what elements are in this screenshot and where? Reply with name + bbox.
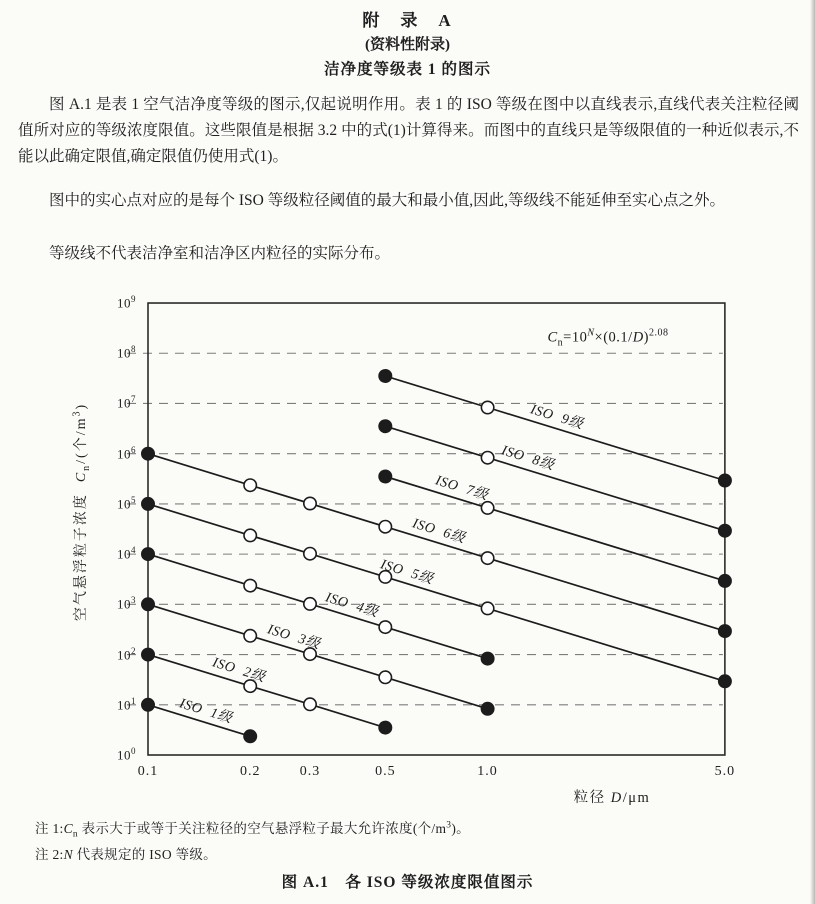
iso-4-label: ISO 4级 — [323, 590, 381, 621]
iso-1-label: ISO 1级 — [177, 695, 234, 727]
iso-2-label: ISO 2级 — [210, 655, 267, 686]
note-1-suffix: )。 — [451, 821, 470, 836]
formula-eq: =10 — [563, 329, 588, 346]
y-tick-10e2: $10^2$ — [117, 645, 136, 662]
y-tick-10e9: $10^9$ — [117, 294, 136, 311]
note-1-var: C — [63, 821, 73, 836]
iso-8-label: ISO 8级 — [499, 443, 557, 474]
note-1-text: 表示大于或等于关注粒径的空气悬浮粒子最大允许浓度(个/m — [77, 821, 447, 836]
appendix-title: 附 录 A — [362, 11, 453, 30]
y-axis-title-var-sub: n — [80, 463, 92, 471]
formula-exp-n: N — [587, 327, 595, 339]
class-limit-formula — [547, 328, 668, 349]
note-2 — [35, 843, 795, 863]
appendix-type-subtitle: (资料性附录) — [365, 37, 450, 53]
x-tick-0.1: 0.1 — [137, 764, 159, 779]
iso-9-label: ISO 9级 — [528, 402, 585, 433]
y-tick-10e0: $10^0$ — [117, 746, 136, 763]
iso-3-label: ISO 3级 — [265, 622, 323, 653]
note-2-var: N — [63, 847, 73, 862]
x-axis-title — [574, 786, 651, 807]
note-2-label: 注 2: — [35, 847, 64, 862]
y-axis-title-text: 空气悬浮粒子浓度 — [74, 493, 90, 622]
section-title: 洁净度等级表 1 的图示 — [323, 61, 491, 78]
x-axis-title-text: 粒径 — [573, 790, 606, 806]
y-axis-unit-pre: /(个/m — [74, 416, 90, 464]
formula-exp-208: 2.08 — [649, 327, 669, 339]
note-1-var-sub: n — [72, 829, 78, 840]
paragraph-3: 等级线不代表洁净室和洁净区内粒径的实际分布。 — [49, 245, 391, 262]
formula-mid: ×(0.1/ — [594, 329, 633, 346]
x-tick-5.0: 5.0 — [714, 764, 736, 779]
iso-6-label: ISO 6级 — [410, 516, 467, 547]
y-axis-title — [70, 403, 92, 621]
scan-edge-shadow — [810, 0, 815, 904]
y-tick-10e4: $10^4$ — [117, 545, 136, 562]
y-axis-unit-post: ) — [74, 402, 90, 410]
y-axis-unit-sup: 3 — [71, 409, 83, 417]
y-tick-10e7: $10^7$ — [117, 394, 136, 411]
formula-var-c: C — [547, 329, 558, 346]
note-2-text: 代表规定的 ISO 等级。 — [72, 847, 217, 862]
paragraph-1: 图 A.1 是表 1 空气洁净度等级的图示,仅起说明作用。表 1 的 ISO 等级在图中以直线表示,直线代表关注粒径阈值所对应的等级浓度限值。这些限值是根据 3.2 中的式(1)计算得来。而图中的直线只是等级限值的一种近似表示,不能以此确定限值,确定限值仍使用式(1)。 — [18, 96, 799, 165]
x-tick-0.3: 0.3 — [299, 764, 321, 779]
y-axis-title-var: C — [74, 470, 90, 483]
y-tick-10e3: $10^3$ — [117, 595, 136, 612]
iso-5-label: ISO 5级 — [378, 556, 435, 588]
x-axis-title-var: D — [610, 790, 623, 806]
y-tick-10e1: $10^1$ — [117, 695, 136, 713]
x-tick-0.5: 0.5 — [375, 764, 396, 779]
formula-sub-n: n — [557, 337, 564, 349]
formula-var-d: D — [632, 329, 644, 346]
paragraph-2: 图中的实心点对应的是每个 ISO 等级粒径阈值的最大和最小值,因此,等级线不能延伸至实心点之外。 — [49, 192, 725, 209]
note-1-label: 注 1: — [35, 821, 64, 836]
y-tick-10e8: $10^8$ — [117, 344, 136, 361]
y-tick-10e5: $10^5$ — [117, 494, 136, 512]
figure-caption: 图 A.1 各 ISO 等级浓度限值图示 — [281, 874, 534, 891]
x-tick-0.2: 0.2 — [239, 764, 261, 779]
x-tick-1.0: 1.0 — [477, 764, 498, 779]
x-axis-unit: /μm — [622, 790, 651, 806]
y-tick-10e6: $10^6$ — [117, 444, 136, 461]
formula-close: ) — [643, 329, 650, 346]
iso-7-label: ISO 7级 — [433, 473, 490, 504]
note-1-sup: 3 — [446, 820, 452, 831]
note-1 — [35, 817, 795, 840]
